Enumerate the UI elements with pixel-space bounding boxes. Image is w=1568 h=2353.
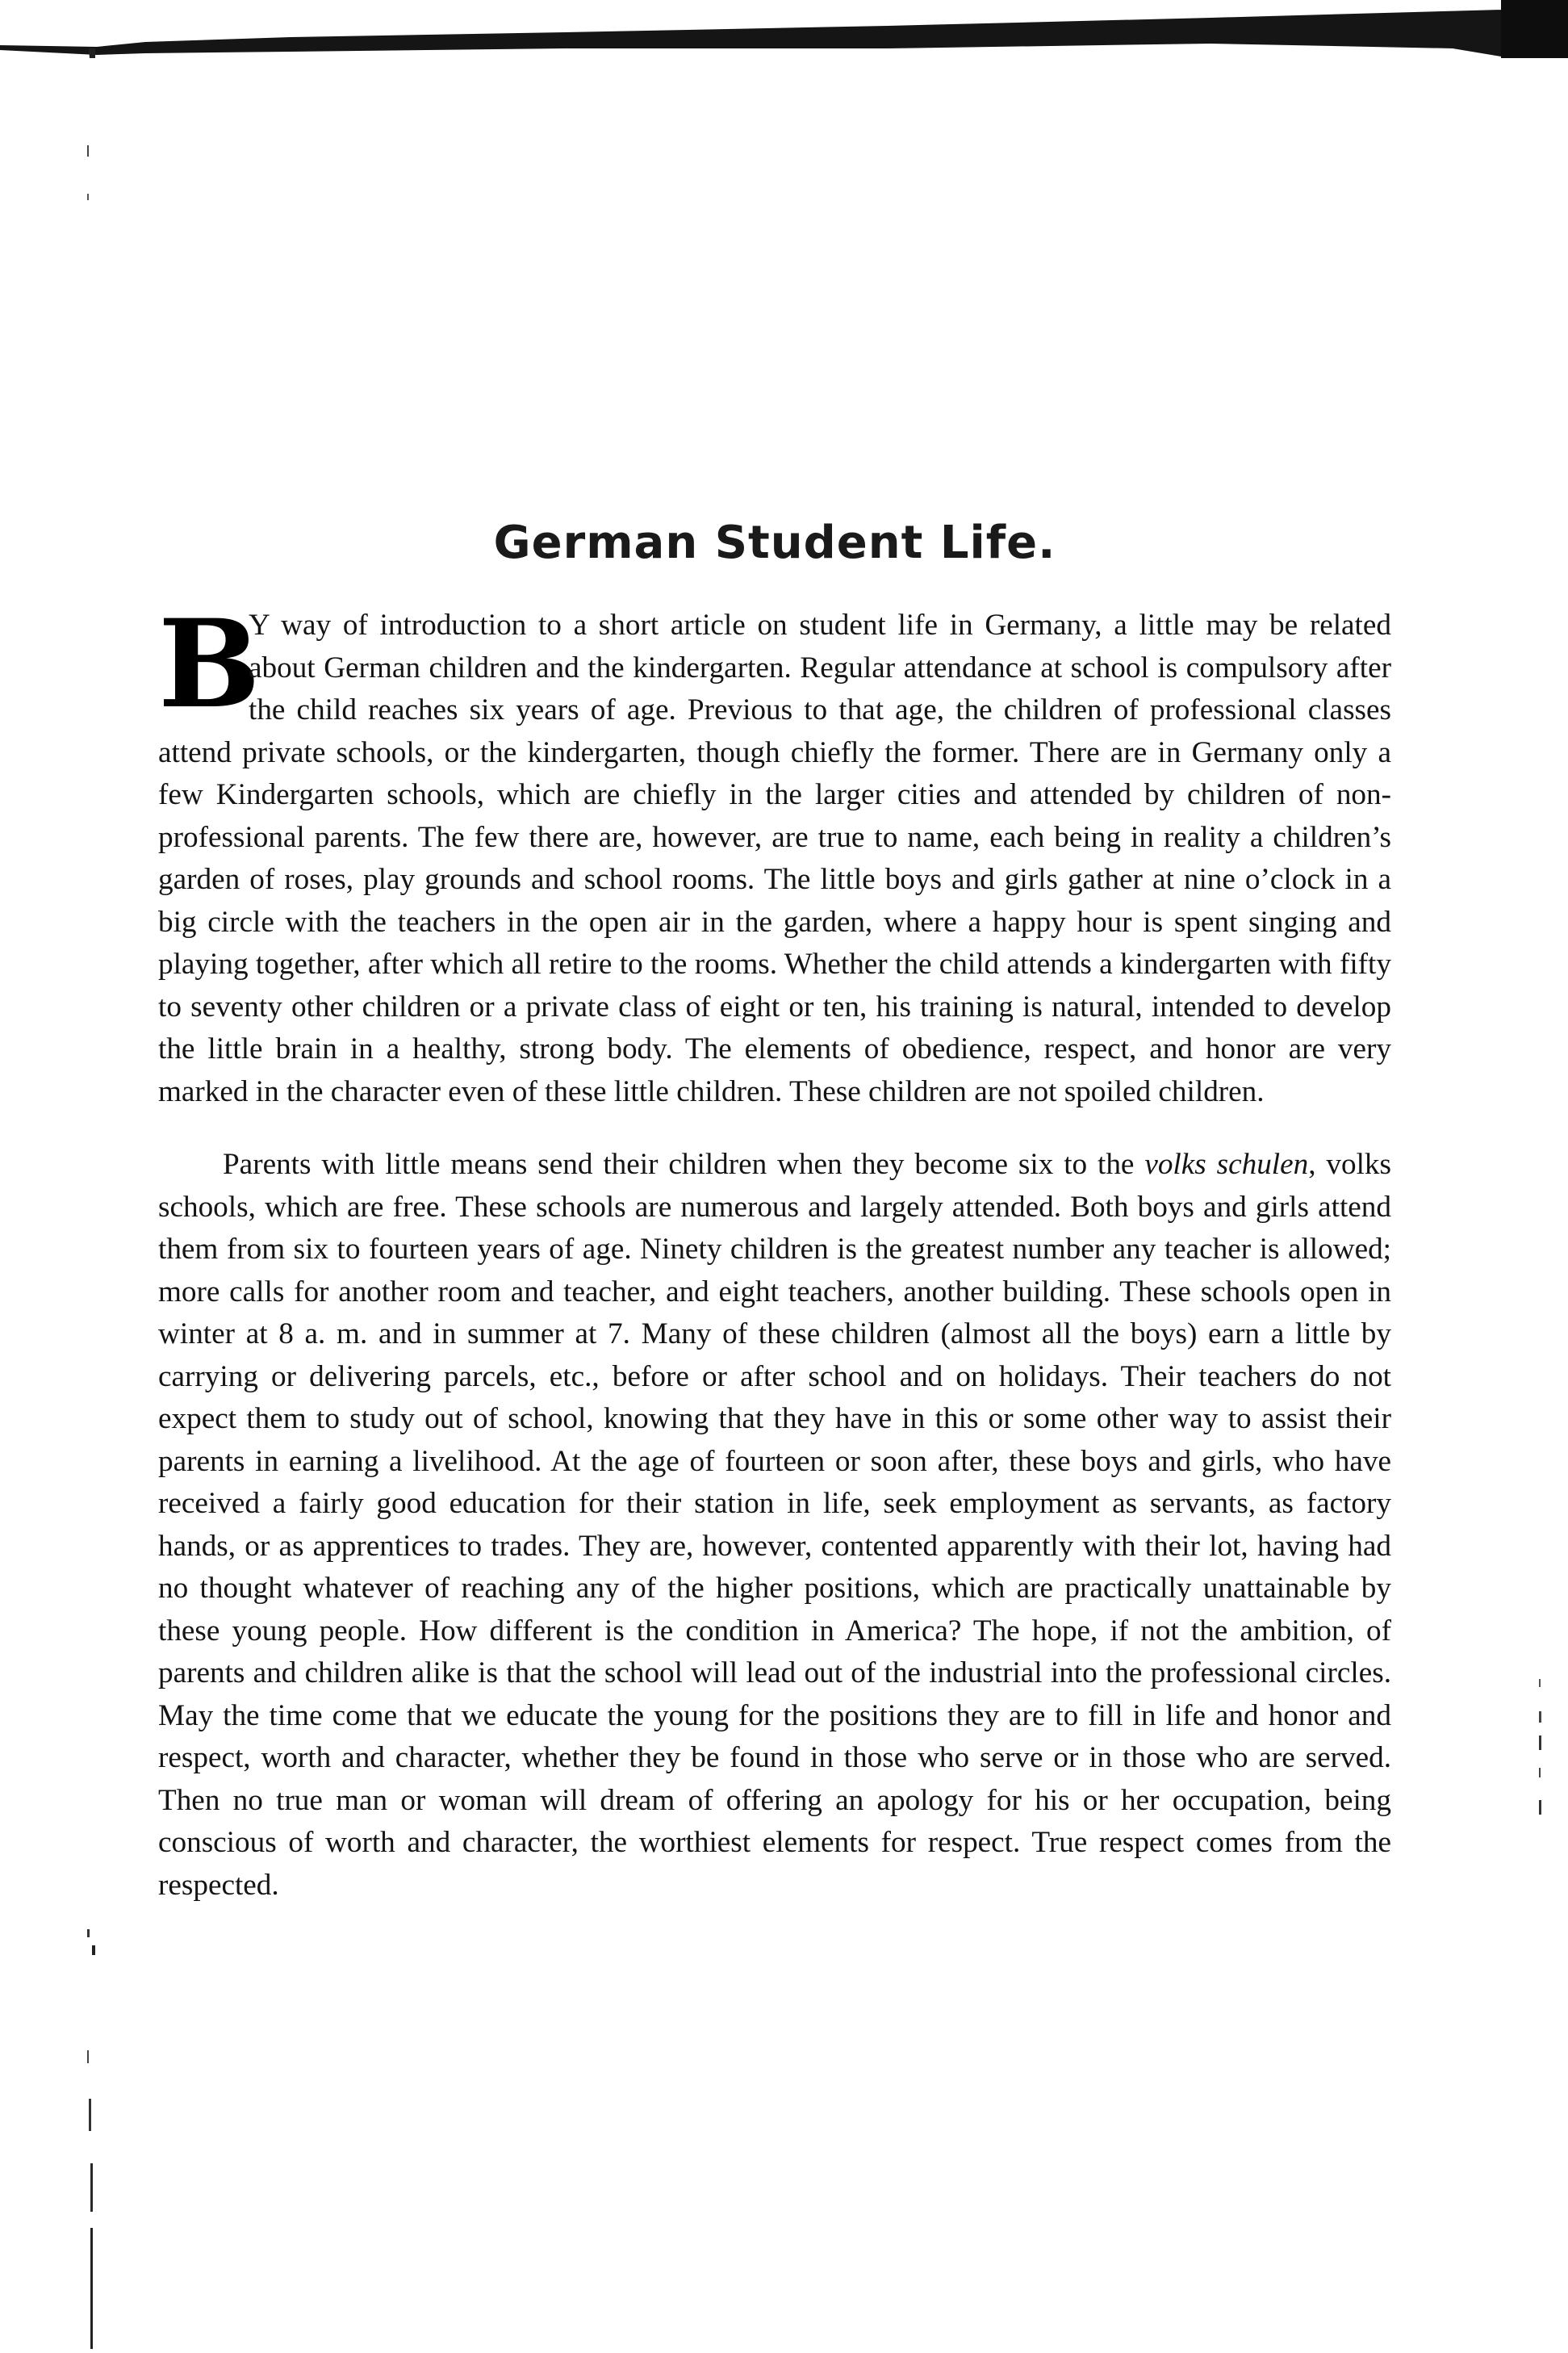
scan-right-margin-marks [1529, 1679, 1553, 1840]
drop-cap: B [158, 593, 261, 735]
paragraph-2 [158, 1144, 1391, 1907]
article-title: German Student Life. [493, 517, 1056, 569]
paragraph-1-text: Y way of introduction to a short article on student life in Germany, a little may be related about German children and the kindergarten. Regular attendance at school is compulsory after the child reaches six years of age. Previous to that age, the children of professional classes attend private schools, or the kindergarten, though chiefly the former. There are in Germany only a few Kindergarten schools, which are chiefly in the larger cities and attended by children of non-professional parents. The few there are, however, are true to name, each being in reality a children’s garden of roses, play grounds and school rooms. The little boys and girls gather at nine o’clock in a big circle with the teachers in the open air in the garden, where a happy hour is spent singing and playing together, after which all retire to the rooms. Whether the child attends a kindergarten with fifty to seventy other children or a private class of eight or ten, his training is natural, intended to develop the little brain in a healthy, strong body. The elements of obedience, respect, and honor are very marked in the character even of these little children. These children are not spoiled children. [158, 609, 1391, 1108]
paragraph-2-start: Parents with little means send their children when they become six to the [223, 1148, 1145, 1181]
scan-left-margin-marks [81, 65, 113, 2349]
paragraph-2-italic-term: volks schulen [1144, 1148, 1309, 1181]
scan-top-edge [0, 0, 1568, 58]
paragraph-1 [158, 593, 1391, 1113]
article [158, 517, 1391, 1907]
paragraph-2-rest: , volks schools, which are free. These schools are numerous and largely attended. Both boys and girls attend them from six to fourteen years of age. Ninety children is the greatest number any teacher is allowed; more calls for another room and teacher, and eight teachers, another building. These schools open in winter at 8 a. m. and in summer at 7. Many of these children (almost all the boys) earn a little by carrying or delivering parcels, etc., before or after school and on holidays. Their teachers do not expect them to study out of school, knowing that they have in this or some other way to assist their parents in earning a livelihood. At the age of fourteen or soon after, these boys and girls, who have received a fairly good education for their station in life, seek employment as servants, as factory hands, or as apprentices to trades. They are, however, contented apparently with their lot, having had no thought whatever of reaching any of the higher positions, which are practically unattainable by these young people. How different is the condition in America? The hope, if not the ambition, of parents and children alike is that the school will lead out of the industrial into the professional circles. May the time come that we educate the young for the positions they are to fill in life and honor and respect, worth and character, whether they be found in those who serve or in those who are served. Then no true man or woman will dream of offering an apology for his or her occupation, being conscious of worth and character, the worthiest elements for respect. True respect comes from the respected. [158, 1148, 1391, 1902]
